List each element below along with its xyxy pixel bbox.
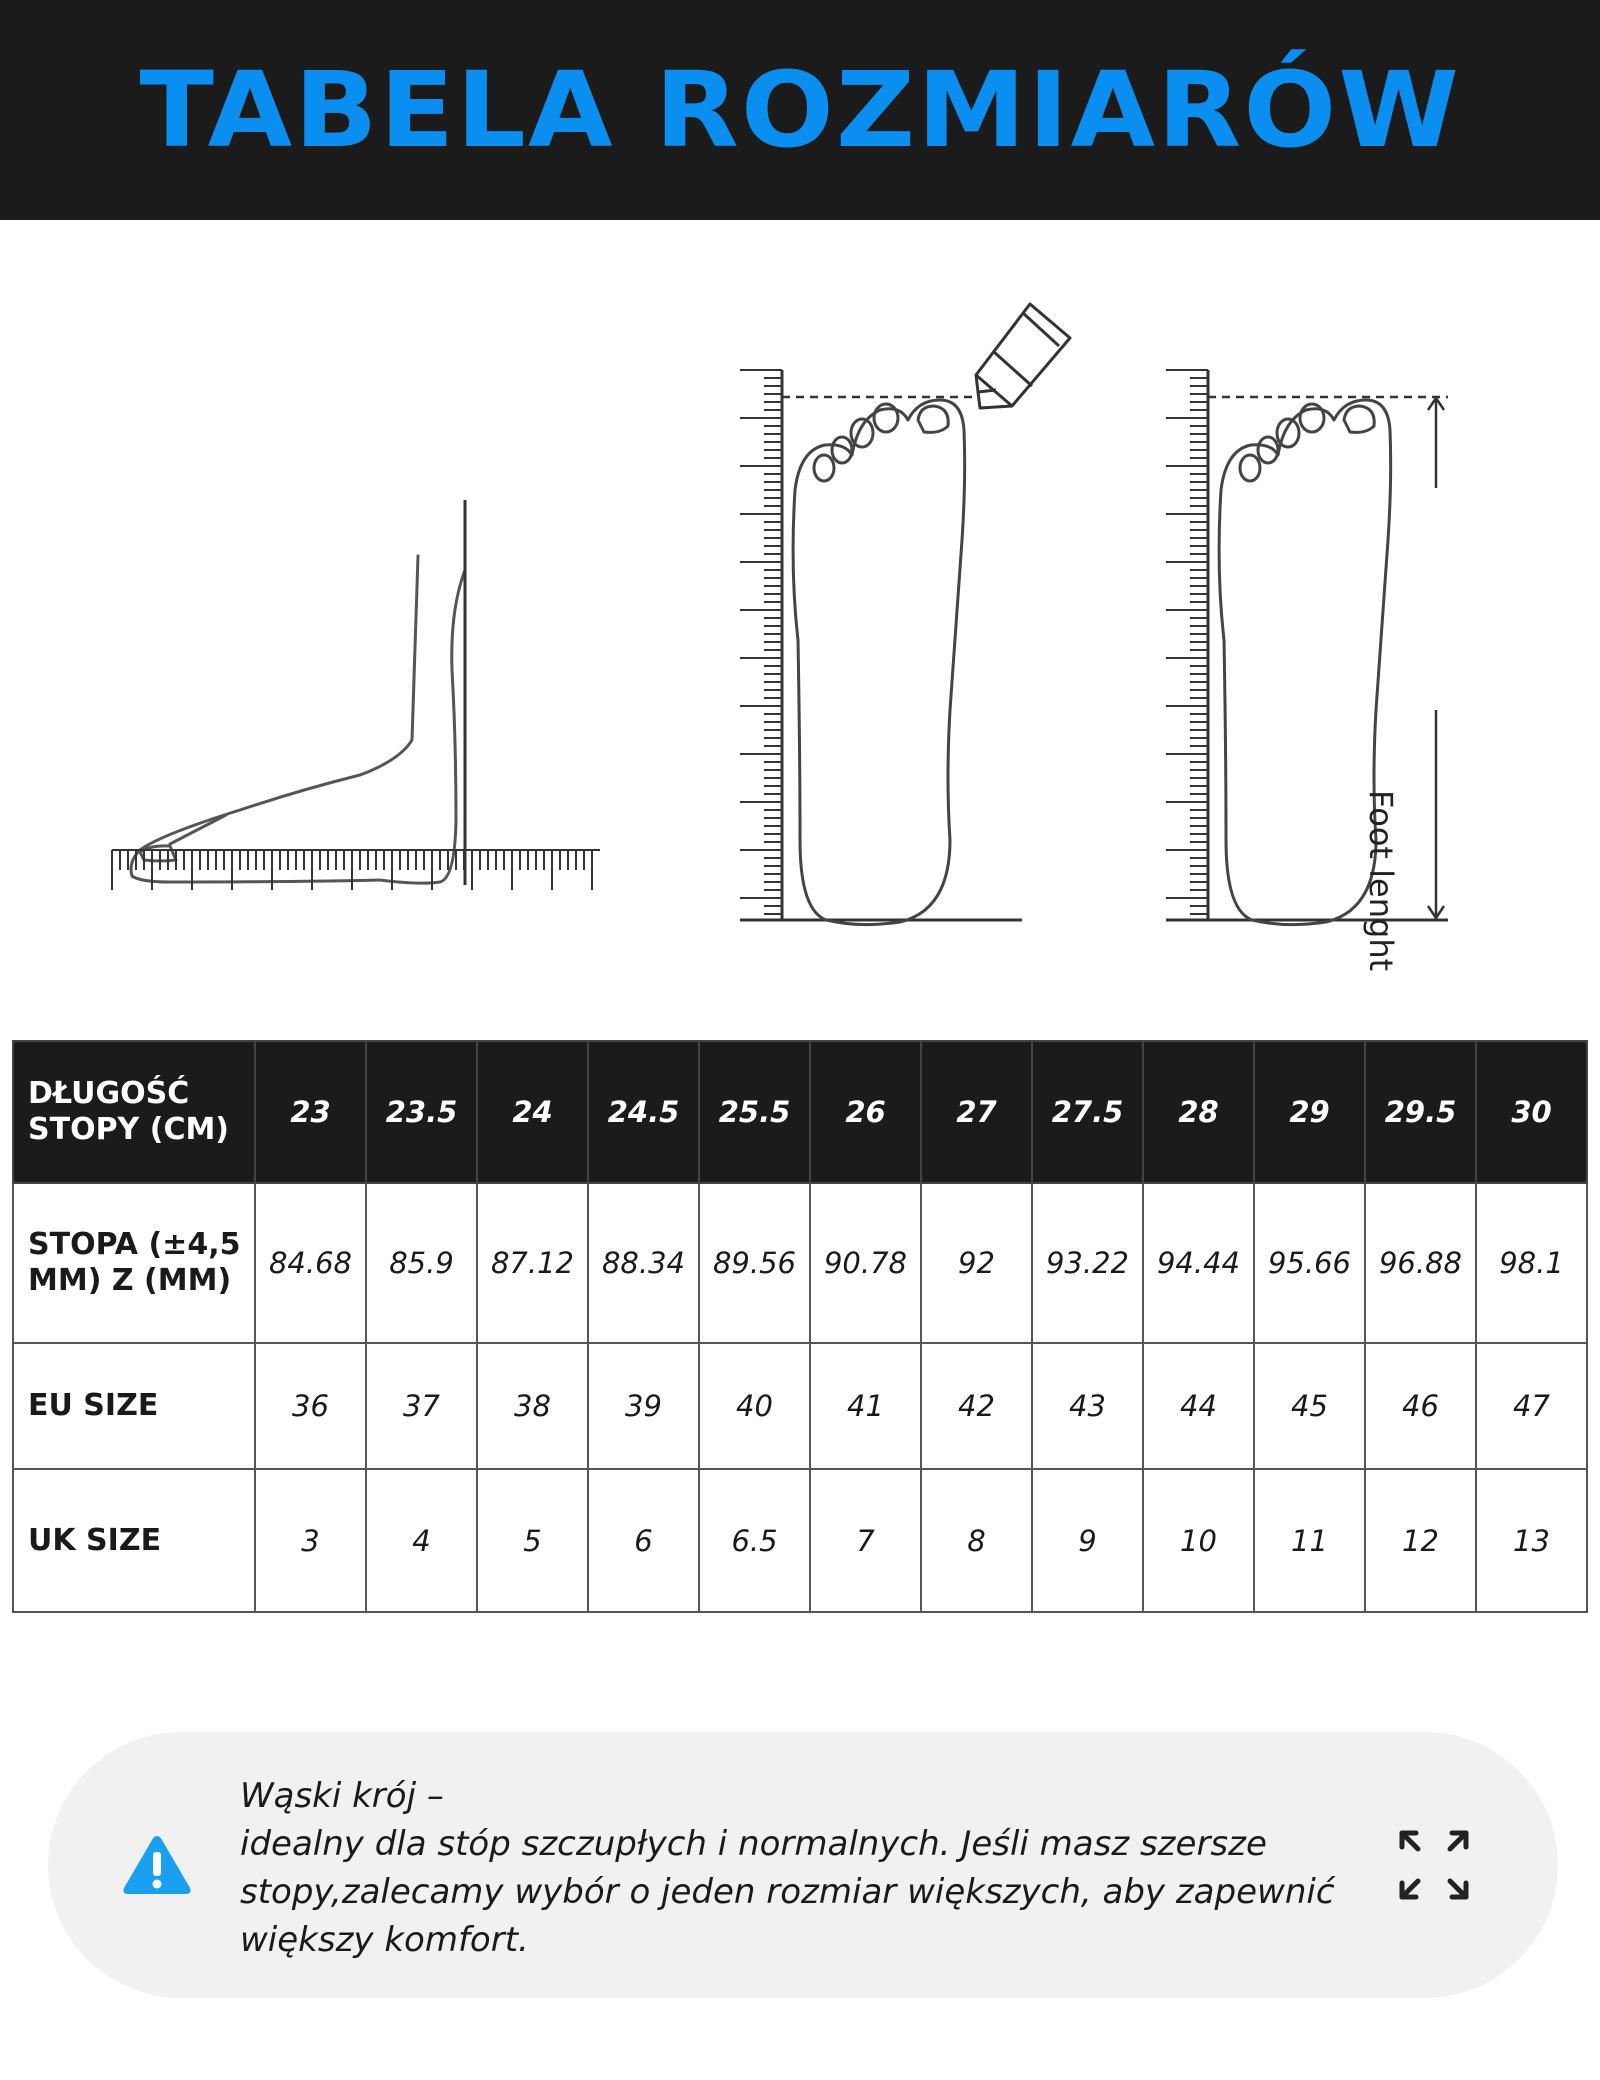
table-cell: 89.56 xyxy=(699,1183,810,1343)
table-cell: 84.68 xyxy=(255,1183,366,1343)
table-cell: 6 xyxy=(588,1469,699,1612)
table-cell: 42 xyxy=(921,1343,1032,1469)
col-header: 24 xyxy=(477,1041,588,1183)
foot-length-illustration xyxy=(1166,280,1466,940)
table-cell: 3 xyxy=(255,1469,366,1612)
table-cell: 87.12 xyxy=(477,1183,588,1343)
row-header-uk-size: UK SIZE xyxy=(13,1469,255,1612)
notice-line-2: idealny dla stóp szczupłych i normalnych. Jeśli masz szersze stopy,zalecamy wybór o jeden rozmiar większych, aby zapewnić większy komfort. xyxy=(240,1824,1335,1960)
table-row xyxy=(13,1183,1587,1343)
col-header: 27 xyxy=(921,1041,1032,1183)
table-cell: 96.88 xyxy=(1365,1183,1476,1343)
notice-line-1: Wąski krój – xyxy=(240,1776,444,1816)
table-cell: 8 xyxy=(921,1469,1032,1612)
table-cell: 11 xyxy=(1254,1469,1365,1612)
narrow-fit-notice xyxy=(48,1732,1558,1998)
row-header-eu-size: EU SIZE xyxy=(13,1343,255,1469)
table-cell: 38 xyxy=(477,1343,588,1469)
table-cell: 4 xyxy=(366,1469,477,1612)
table-cell: 98.1 xyxy=(1476,1183,1587,1343)
col-header: 28 xyxy=(1143,1041,1254,1183)
foot-outline xyxy=(793,400,965,925)
table-cell: 10 xyxy=(1143,1469,1254,1612)
table-cell: 39 xyxy=(588,1343,699,1469)
table-header-row xyxy=(13,1041,1587,1183)
table-cell: 41 xyxy=(810,1343,921,1469)
col-header: 26 xyxy=(810,1041,921,1183)
table-cell: 90.78 xyxy=(810,1183,921,1343)
col-header: 25.5 xyxy=(699,1041,810,1183)
table-cell: 37 xyxy=(366,1343,477,1469)
row-header-foot-mm: STOPA (±4,5 MM) Z (MM) xyxy=(13,1183,255,1343)
table-cell: 95.66 xyxy=(1254,1183,1365,1343)
table-cell: 9 xyxy=(1032,1469,1143,1612)
size-table xyxy=(12,1040,1588,1613)
foot-length-label: Foot lenght xyxy=(1362,790,1400,972)
col-header: 29.5 xyxy=(1365,1041,1476,1183)
table-cell: 12 xyxy=(1365,1469,1476,1612)
table-cell: 93.22 xyxy=(1032,1183,1143,1343)
table-cell: 6.5 xyxy=(699,1469,810,1612)
table-cell: 43 xyxy=(1032,1343,1143,1469)
measurement-illustrations xyxy=(0,250,1600,972)
side-foot-illustration xyxy=(100,490,620,910)
table-cell: 47 xyxy=(1476,1343,1587,1469)
page-title: TABELA ROZMIARÓW xyxy=(139,49,1461,171)
table-cell: 7 xyxy=(810,1469,921,1612)
table-cell: 46 xyxy=(1365,1343,1476,1469)
table-cell: 13 xyxy=(1476,1469,1587,1612)
row-header-foot-length: DŁUGOŚĆ STOPY (CM) xyxy=(13,1041,255,1183)
notice-text xyxy=(240,1772,1370,1964)
table-cell: 5 xyxy=(477,1469,588,1612)
col-header: 24.5 xyxy=(588,1041,699,1183)
table-cell: 36 xyxy=(255,1343,366,1469)
table-cell: 94.44 xyxy=(1143,1183,1254,1343)
table-cell: 45 xyxy=(1254,1343,1365,1469)
table-row xyxy=(13,1343,1587,1469)
col-header: 23.5 xyxy=(366,1041,477,1183)
table-cell: 40 xyxy=(699,1343,810,1469)
table-cell: 85.9 xyxy=(366,1183,477,1343)
pencil-icon xyxy=(976,304,1070,408)
table-cell: 88.34 xyxy=(588,1183,699,1343)
pencil-foot-illustration xyxy=(740,280,1080,940)
table-row xyxy=(13,1469,1587,1612)
page-header xyxy=(0,0,1600,220)
col-header: 30 xyxy=(1476,1041,1587,1183)
col-header: 23 xyxy=(255,1041,366,1183)
expand-arrows-icon xyxy=(1396,1827,1472,1903)
col-header: 29 xyxy=(1254,1041,1365,1183)
table-cell: 92 xyxy=(921,1183,1032,1343)
warning-icon xyxy=(120,1832,194,1898)
col-header: 27.5 xyxy=(1032,1041,1143,1183)
table-cell: 44 xyxy=(1143,1343,1254,1469)
